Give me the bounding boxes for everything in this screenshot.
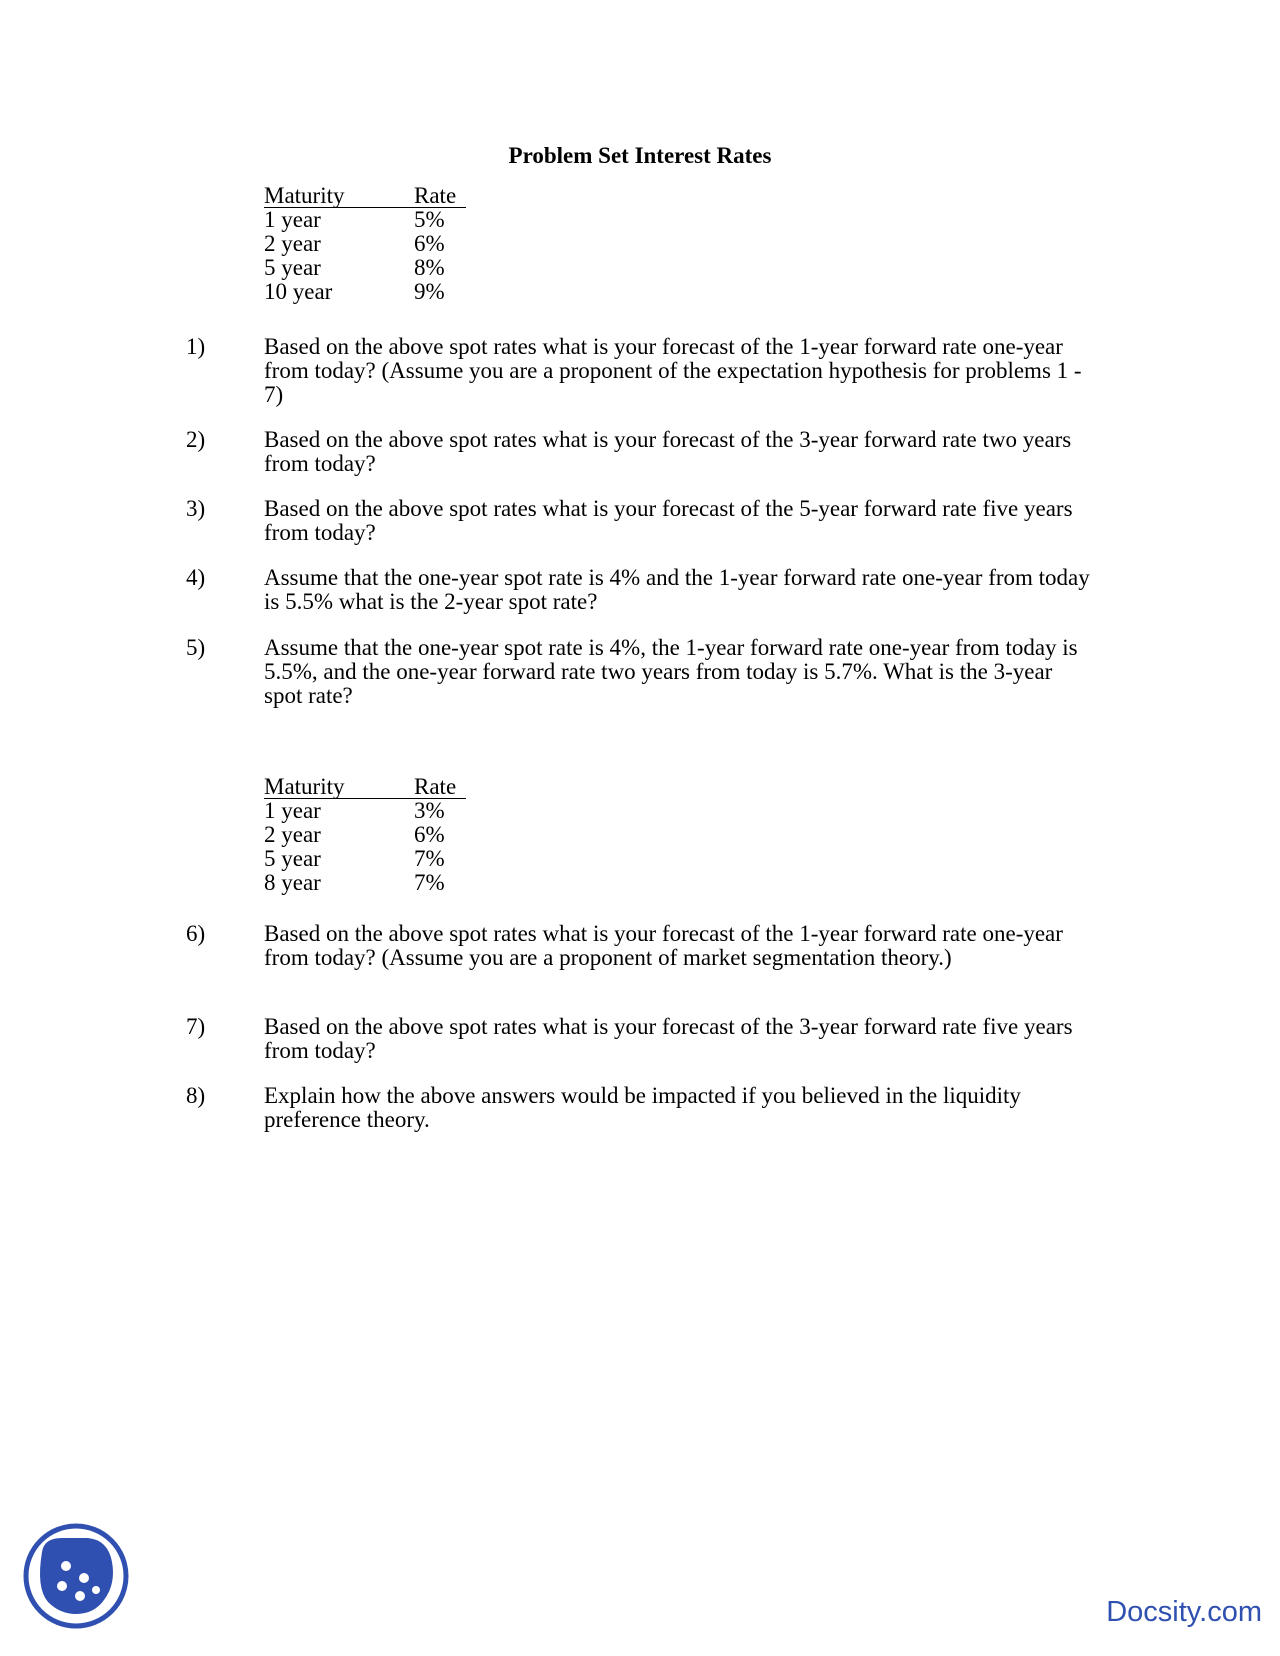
question-number: 8) [186,1083,206,1108]
question-text: Based on the above spot rates what is your forecast of the 3-year forward rate five years from today? [264,1014,1073,1063]
table-row [264,847,466,871]
table-row [264,280,466,304]
header-rate: Rate [414,183,457,208]
maturity-cell: 10 year [264,279,333,304]
spot-rate-table-2 [264,775,466,895]
table-row [264,823,466,847]
maturity-cell: 2 year [264,822,321,847]
rate-cell: 3% [414,798,445,823]
page-title: Problem Set Interest Rates [508,143,772,168]
maturity-cell: 1 year [264,798,321,823]
question-text: Explain how the above answers would be impacted if you believed in the liquidity preference theory. [264,1083,1021,1132]
table-row [264,256,466,280]
table-row [264,232,466,256]
header-maturity: Maturity [264,774,345,799]
question-number: 1) [186,334,206,359]
question-text: Based on the above spot rates what is your forecast of the 5-year forward rate five years from today? [264,496,1073,545]
table-row [264,208,466,232]
maturity-cell: 2 year [264,231,321,256]
question-text: Assume that the one-year spot rate is 4%, the 1-year forward rate one-year from today is 5.5%, and the one-year forward rate two years from today is 5.7%. What is the 3-year spot rate? [264,635,1078,708]
question-text: Assume that the one-year spot rate is 4% and the 1-year forward rate one-year from today is 5.5% what is the 2-year spot rate? [264,565,1090,614]
table-row [264,871,466,895]
spot-rate-table-1 [264,184,466,304]
question-number: 4) [186,565,206,590]
brand-link[interactable]: Docsity.com [1106,1596,1262,1628]
question-text: Based on the above spot rates what is your forecast of the 1-year forward rate one-year from today? (Assume you are a proponent of the expectation hypothesis for problems 1 - 7) [264,334,1082,407]
rate-cell: 7% [414,870,445,895]
header-rate: Rate [414,774,457,799]
question-number: 3) [186,496,206,521]
docsity-logo-icon [22,1522,130,1630]
maturity-cell: 5 year [264,846,321,871]
question-number: 2) [186,427,206,452]
maturity-cell: 8 year [264,870,321,895]
table-row [264,799,466,823]
rate-cell: 6% [414,822,445,847]
question-number: 7) [186,1014,206,1039]
table-header [264,775,466,799]
rate-cell: 7% [414,846,445,871]
table-header [264,184,466,208]
question-number: 6) [186,921,206,946]
header-maturity: Maturity [264,183,345,208]
question-number: 5) [186,635,206,660]
question-text: Based on the above spot rates what is your forecast of the 3-year forward rate two years from today? [264,427,1072,476]
rate-cell: 5% [414,207,445,232]
rate-cell: 6% [414,231,445,256]
question-text: Based on the above spot rates what is your forecast of the 1-year forward rate one-year from today? (Assume you are a proponent of market segmentation theory.) [264,921,1063,970]
rate-cell: 8% [414,255,445,280]
maturity-cell: 5 year [264,255,321,280]
maturity-cell: 1 year [264,207,321,232]
rate-cell: 9% [414,279,445,304]
